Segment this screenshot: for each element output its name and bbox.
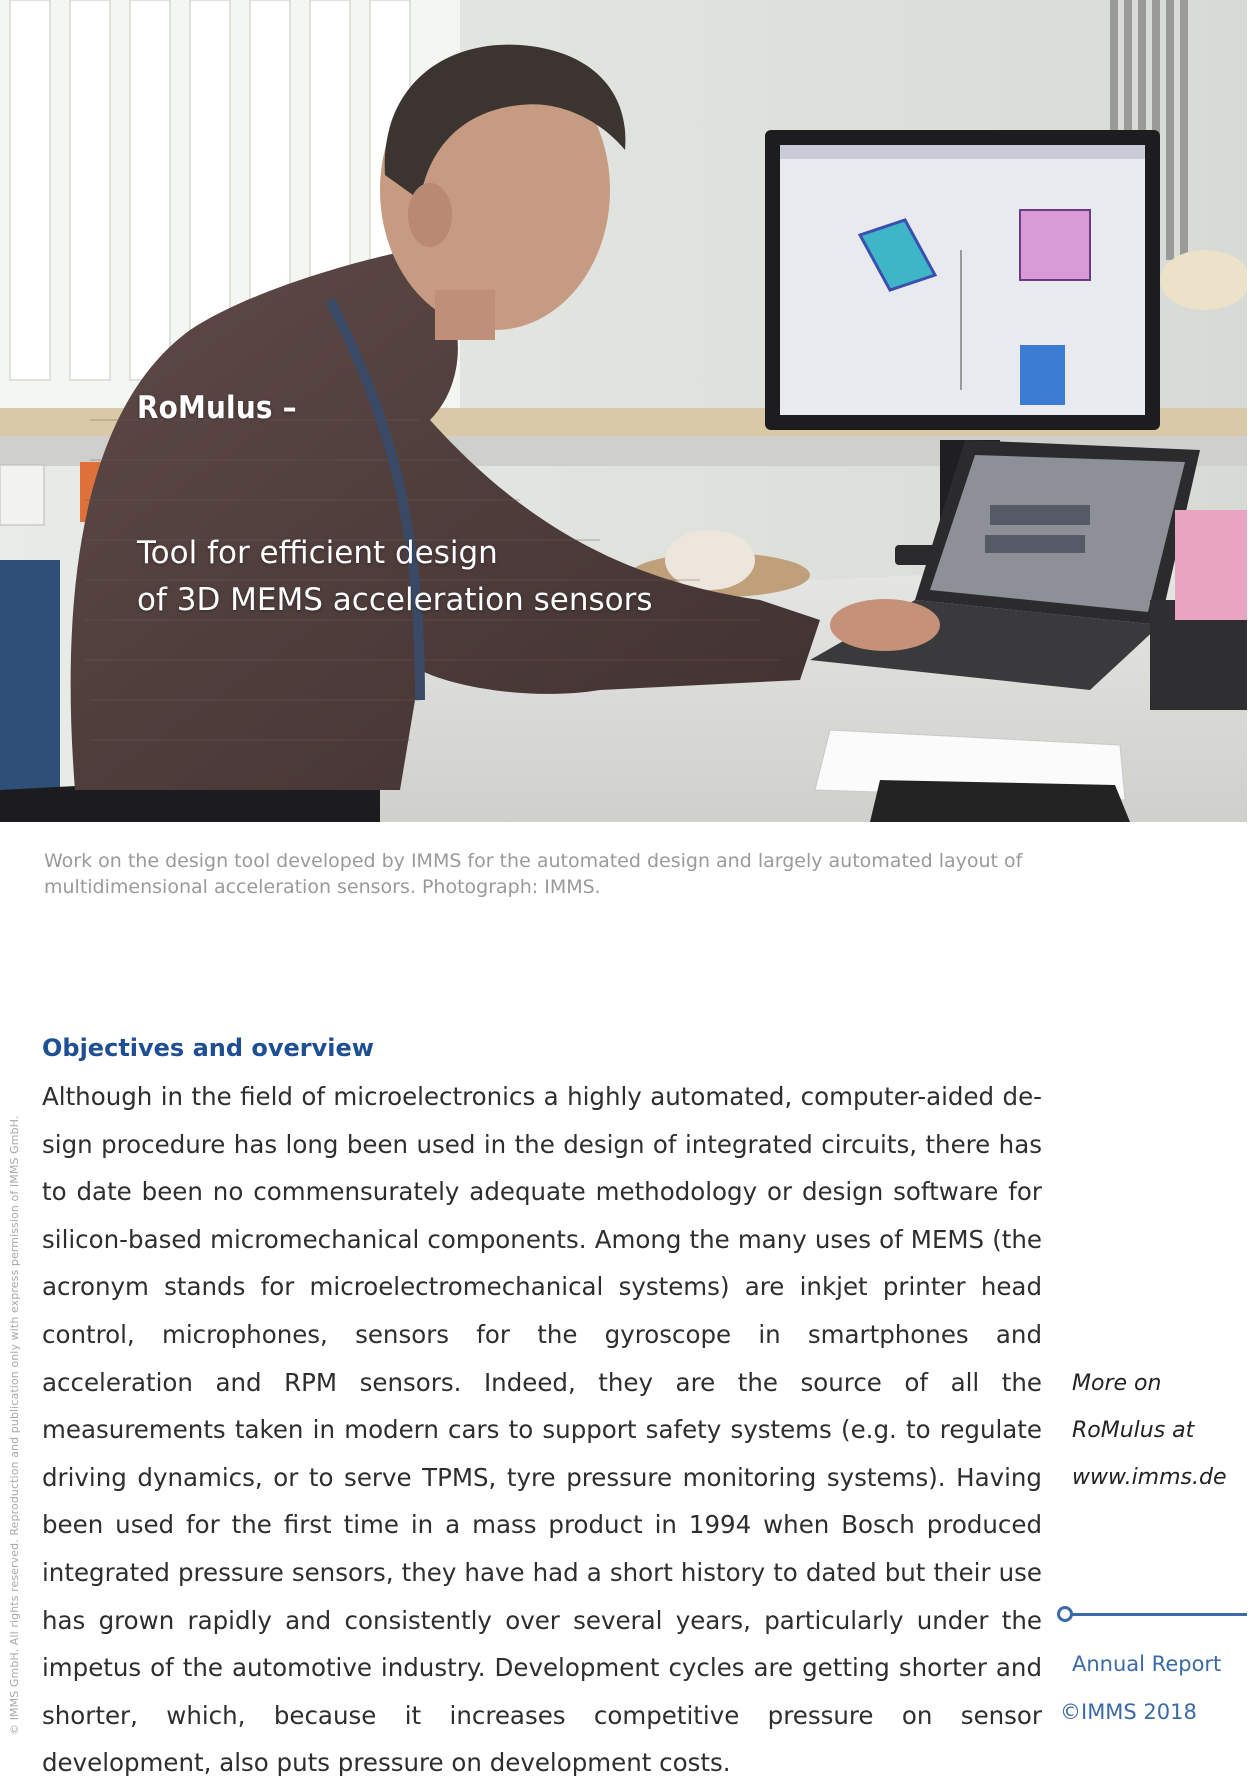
hero-photo (0, 0, 1247, 822)
hero-subtitle-line-1: Tool for efficient design (137, 535, 498, 571)
side-note (1072, 1360, 1227, 1501)
side-note-link[interactable]: www.imms.de (1072, 1465, 1227, 1490)
copyright-notice-vertical: © IMMS GmbH. All rights reserved. Reproduction and publication only with express permission of IMMS GmbH. (8, 1115, 21, 1735)
side-note-line-1: More on (1072, 1371, 1162, 1396)
body-paragraph: Although in the field of microelectronics a highly automated, computer-aided design procedure has long been used in the design of integrated circuits, there has to date been no commensurately adequate methodology or design software for silicon-based micromechanical components. Among the many uses of MEMS (the acronym stands for microelectromechanical systems) are inkjet printer head control, microphones, sensors for the gyroscope in smartphones and acceleration and RPM sensors. Indeed, they are the source of all the measurements taken in modern cars to support safety systems (e.g. to regulate driving dynamics, or to serve TPMS, tyre pressure monitoring systems). Having been used for the first time in a mass product in 1994 when Bosch produced integrated pressure sensors, they have had a short history to dated but their use has grown rapidly and consistently over several years, particularly under the impetus of the automotive industry. Development cycles are getting shorter and shorter, which, because it increases competitive pressure on sensor development, also puts pressure on development costs. (42, 1082, 1042, 1778)
side-note-line-2: RoMulus at (1072, 1418, 1195, 1443)
footer-copyright: ©IMMS 2018 (1060, 1700, 1197, 1724)
hero-subtitle-line-2: of 3D MEMS acceleration sensors (137, 582, 653, 618)
hero-title: RoMulus – (137, 390, 297, 426)
footer-divider-dot (1057, 1606, 1073, 1622)
hero-subtitle (137, 530, 653, 624)
footer-divider (1066, 1613, 1247, 1616)
footer-annual-report: Annual Report (1072, 1652, 1222, 1676)
photo-caption: Work on the design tool developed by IMMS for the automated design and largely automated layout of multidimensional acceleration sensors. Photograph: IMMS. (44, 850, 1023, 898)
section-heading: Objectives and overview (42, 1034, 374, 1062)
